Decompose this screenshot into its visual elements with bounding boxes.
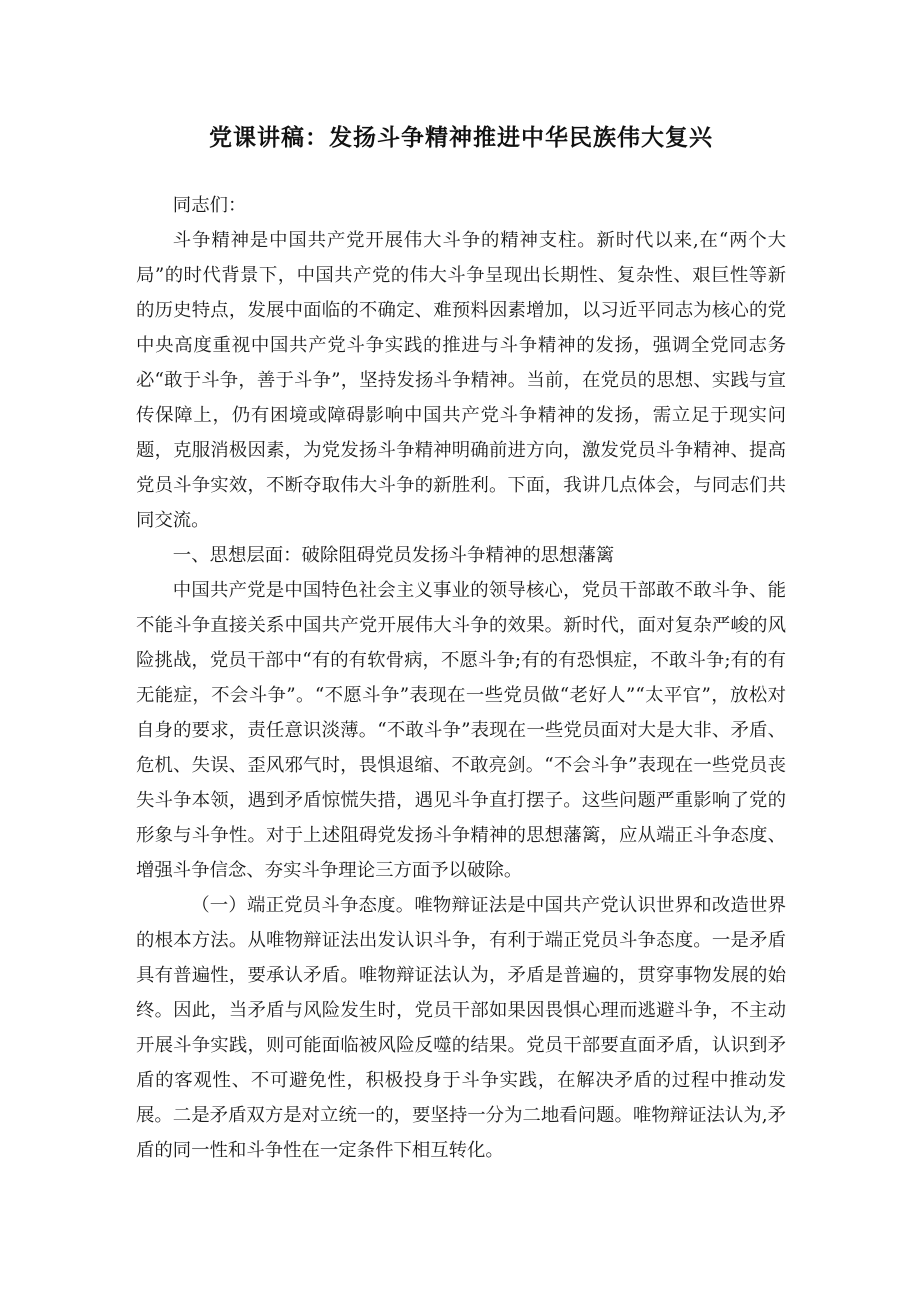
document-body — [136, 188, 786, 1168]
paragraph-intro: 斗争精神是中国共产党开展伟大斗争的精神支柱。新时代以来,在“两个大局”的时代背景下，中国共产党的伟大斗争呈现出长期性、复杂性、艰巨性等新的历史特点，发展中面临的不确定、难预料因素增加，以习近平同志为核心的党中央高度重视中国共产党斗争实践的推进与斗争精神的发扬，强调全党同志务必“敢于斗争，善于斗争”，坚持发扬斗争精神。当前，在党员的思想、实践与宣传保障上，仍有困境或障碍影响中国共产党斗争精神的发扬，需立足于现实问题，克服消极因素，为党发扬斗争精神明确前进方向，激发党员斗争精神、提高党员斗争实效，不断夺取伟大斗争的新胜利。下面，我讲几点体会，与同志们共同交流。 — [136, 230, 786, 531]
paragraph-subsection-1: （一）端正党员斗争态度。唯物辩证法是中国共产党认识世界和改造世界的根本方法。从唯物辩证法出发认识斗争，有利于端正党员斗争态度。一是矛盾具有普遍性，要承认矛盾。唯物辩证法认为，矛盾是普遍的，贯穿事物发展的始终。因此，当矛盾与风险发生时，党员干部如果因畏惧心理而逃避斗争，不主动开展斗争实践，则可能面临被风险反噬的结果。党员干部要直面矛盾，认识到矛盾的客观性、不可避免性，积极投身于斗争实践，在解决矛盾的过程中推动发展。二是矛盾双方是对立统一的，要坚持一分为二地看问题。唯物辩证法认为,矛盾的同一性和斗争性在一定条件下相互转化。 — [136, 895, 786, 1161]
salutation: 同志们： — [172, 195, 247, 216]
section-heading-1: 一、思想层面：破除阻碍党员发扬斗争精神的思想藩篱 — [172, 545, 615, 566]
document-title: 党课讲稿：发扬斗争精神推进中华民族伟大复兴 — [209, 125, 713, 151]
paragraph-section-1: 中国共产党是中国特色社会主义事业的领导核心，党员干部敢不敢斗争、能不能斗争直接关系中国共产党开展伟大斗争的效果。新时代，面对复杂严峻的风险挑战，党员干部中“有的有软骨病，不愿斗争;有的有恐惧症，不敢斗争;有的有无能症，不会斗争”。“不愿斗争”表现在一些党员做“老好人”“太平官”，放松对自身的要求，责任意识淡薄。“不敢斗争”表现在一些党员面对大是大非、矛盾、危机、失误、歪风邪气时，畏惧退缩、不敢亮剑。“不会斗争”表现在一些党员丧失斗争本领，遇到矛盾惊慌失措，遇见斗争直打摆子。这些问题严重影响了党的形象与斗争性。对于上述阻碍党发扬斗争精神的思想藩篱，应从端正斗争态度、增强斗争信念、夯实斗争理论三方面予以破除。 — [136, 580, 786, 881]
